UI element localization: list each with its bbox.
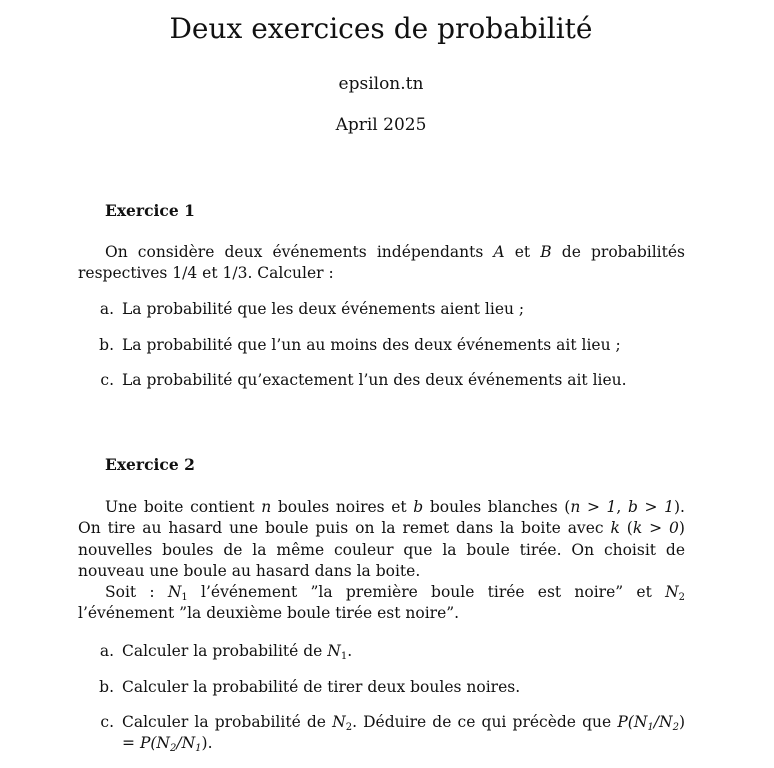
exercise-1-item-c bbox=[78, 370, 685, 391]
exercise-2-paragraph-1: Une boite contient n boules noires et b boules blanches (n > 1, b > 1). On tire au hasard une boule puis on la remet dans la boite avec k (k > 0) nouvelles boules de la même couleur que la boule tirée. On choisit de nouveau une boule au hasard dans la boite. bbox=[78, 498, 685, 580]
item-text: La probabilité qu’exactement l’un des deux événements ait lieu. bbox=[122, 371, 627, 389]
event-b-symbol: B bbox=[540, 243, 552, 261]
exercise-2-paragraph-2: Soit : $N_1$ l’événement ”la première boule tirée est noire” et $N_2$ l’événement ”la deuxième boule tirée est noire”. bbox=[78, 583, 686, 623]
formula-lhs: $P(N_1/N_2$ bbox=[617, 713, 679, 733]
item-label: b. bbox=[99, 336, 114, 354]
document-date: April 2025 bbox=[335, 115, 427, 135]
item-label: c. bbox=[100, 713, 114, 731]
item-text: Calculer la probabilité de $N_1$. bbox=[122, 642, 353, 662]
event-a-symbol: A bbox=[493, 243, 505, 261]
item-label: b. bbox=[99, 678, 114, 696]
exercise-1-item-a bbox=[78, 299, 685, 320]
item-label: a. bbox=[99, 642, 114, 660]
document-title: Deux exercices de probabilité bbox=[169, 12, 593, 45]
exercise-2-item-a bbox=[78, 641, 685, 662]
item-label: c. bbox=[100, 371, 114, 389]
exercise-1-item-b bbox=[78, 335, 685, 356]
exercise-2-item-c bbox=[78, 712, 685, 755]
item-label: a. bbox=[99, 300, 114, 318]
exercise-2-heading: Exercice 2 bbox=[105, 455, 195, 474]
exercise-1-heading: Exercice 1 bbox=[105, 201, 195, 220]
item-text: La probabilité que l’un au moins des deux événements ait lieu ; bbox=[122, 336, 621, 354]
exercise-2-item-b bbox=[78, 677, 685, 698]
formula-rhs: $P(N_2/N_1$ bbox=[139, 734, 202, 755]
item-text: Calculer la probabilité de tirer deux boules noires. bbox=[122, 678, 521, 696]
document-author: epsilon.tn bbox=[338, 74, 424, 94]
item-text: La probabilité que les deux événements aient lieu ; bbox=[122, 300, 525, 318]
item-text: Calculer la probabilité de $N_2$. Déduire de ce qui précède que $P(N_1/N_2) = P(N_2/N_1)$. bbox=[122, 713, 685, 755]
exercise-1-intro: On considère deux événements indépendants A et B de probabilités respectives 1/4 et 1/3. Calculer : bbox=[78, 243, 685, 283]
